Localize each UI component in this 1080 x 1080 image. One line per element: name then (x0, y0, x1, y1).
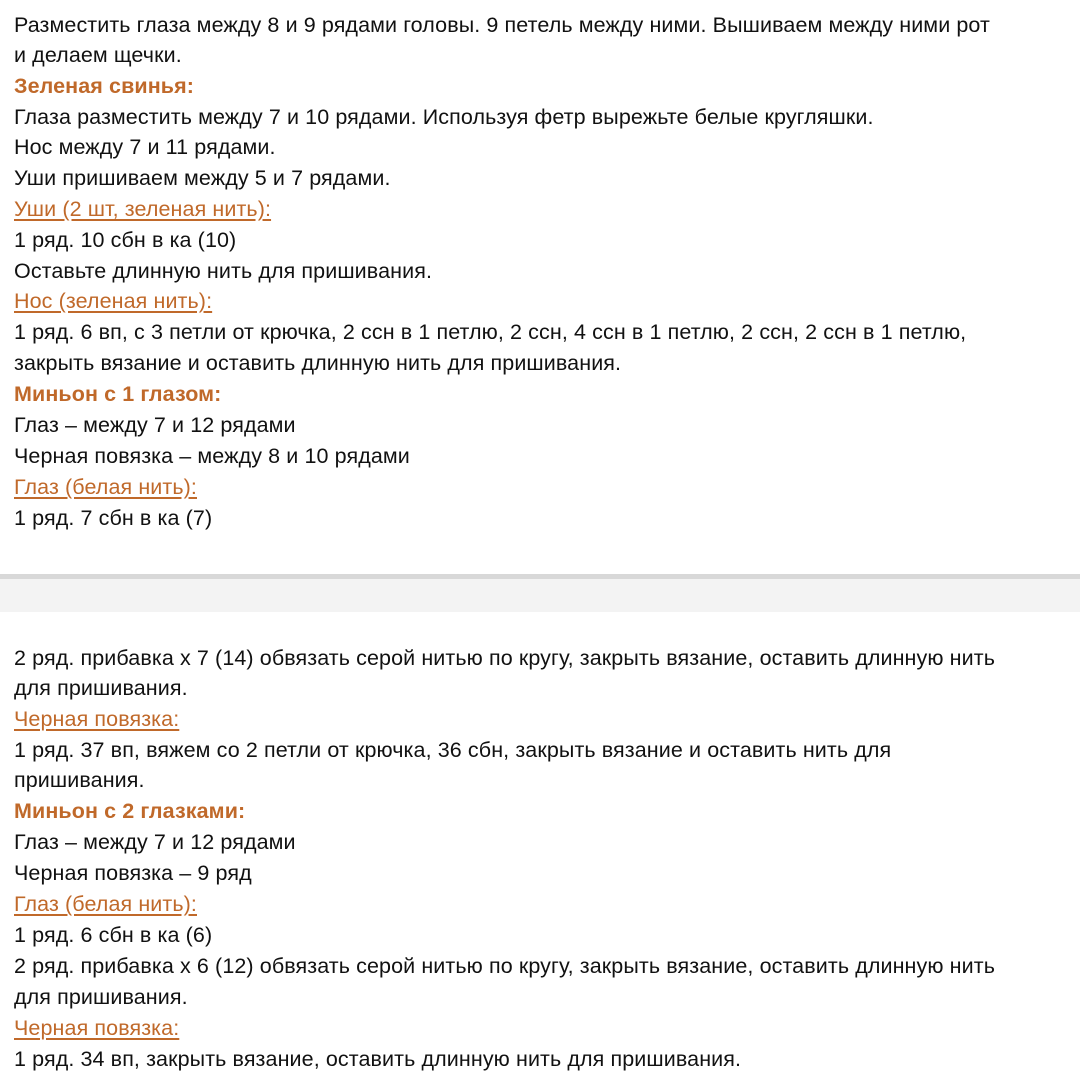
body-text-line: и делаем щечки. (14, 43, 182, 67)
body-text-line: Глаз – между 7 и 12 рядами (14, 830, 296, 854)
body-text-line: Уши пришиваем между 5 и 7 рядами. (14, 166, 391, 190)
body-text-line: Глаза разместить между 7 и 10 рядами. Используя фетр вырежьте белые кругляшки. (14, 105, 874, 129)
section-heading-minion-two-eyes: Миньон с 2 глазками: (14, 799, 246, 823)
body-text-line: Черная повязка – 9 ряд (14, 861, 252, 885)
body-text-line: 1 ряд. 6 сбн в ка (6) (14, 923, 213, 947)
body-text-line: 1 ряд. 7 сбн в ка (7) (14, 506, 213, 530)
document-page-2 (0, 612, 1080, 1080)
subheading-black-patch: Черная повязка: (14, 1016, 180, 1040)
body-text-line: 1 ряд. 10 сбн в ка (10) (14, 228, 237, 252)
body-text-line: 1 ряд. 34 вп, закрыть вязание, оставить длинную нить для пришивания. (14, 1047, 742, 1071)
body-text-line: 1 ряд. 37 вп, вяжем со 2 петли от крючка, 36 сбн, закрыть вязание и оставить нить для (14, 738, 892, 762)
body-text-line: для пришивания. (14, 985, 188, 1009)
subheading-eye: Глаз (белая нить): (14, 892, 197, 916)
body-text-line: Разместить глаза между 8 и 9 рядами головы. 9 петель между ними. Вышиваем между ними рот (14, 13, 990, 37)
section-heading-minion-one-eye: Миньон с 1 глазом: (14, 382, 222, 406)
subheading-ears: Уши (2 шт, зеленая нить): (14, 197, 272, 221)
section-heading-green-pig: Зеленая свинья: (14, 74, 195, 98)
body-text-line: Нос между 7 и 11 рядами. (14, 135, 276, 159)
body-text-line: 1 ряд. 6 вп, с 3 петли от крючка, 2 ссн в 1 петлю, 2 ссн, 4 ссн в 1 петлю, 2 ссн, 2 ссн в 1 петлю, (14, 320, 967, 344)
body-text-line: закрыть вязание и оставить длинную нить для пришивания. (14, 351, 622, 375)
body-text-line: 2 ряд. прибавка х 7 (14) обвязать серой нитью по кругу, закрыть вязание, оставить длинную нить (14, 646, 996, 670)
page-separator (0, 574, 1080, 612)
body-text-line: для пришивания. (14, 676, 188, 700)
body-text-line: 2 ряд. прибавка х 6 (12) обвязать серой нитью по кругу, закрыть вязание, оставить длинную нить (14, 954, 996, 978)
body-text-line: Глаз – между 7 и 12 рядами (14, 413, 296, 437)
subheading-black-patch: Черная повязка: (14, 707, 180, 731)
subheading-nose: Нос (зеленая нить): (14, 289, 213, 313)
body-text-line: Оставьте длинную нить для пришивания. (14, 259, 433, 283)
body-text-line: пришивания. (14, 768, 145, 792)
subheading-eye: Глаз (белая нить): (14, 475, 197, 499)
body-text-line: Черная повязка – между 8 и 10 рядами (14, 444, 410, 468)
